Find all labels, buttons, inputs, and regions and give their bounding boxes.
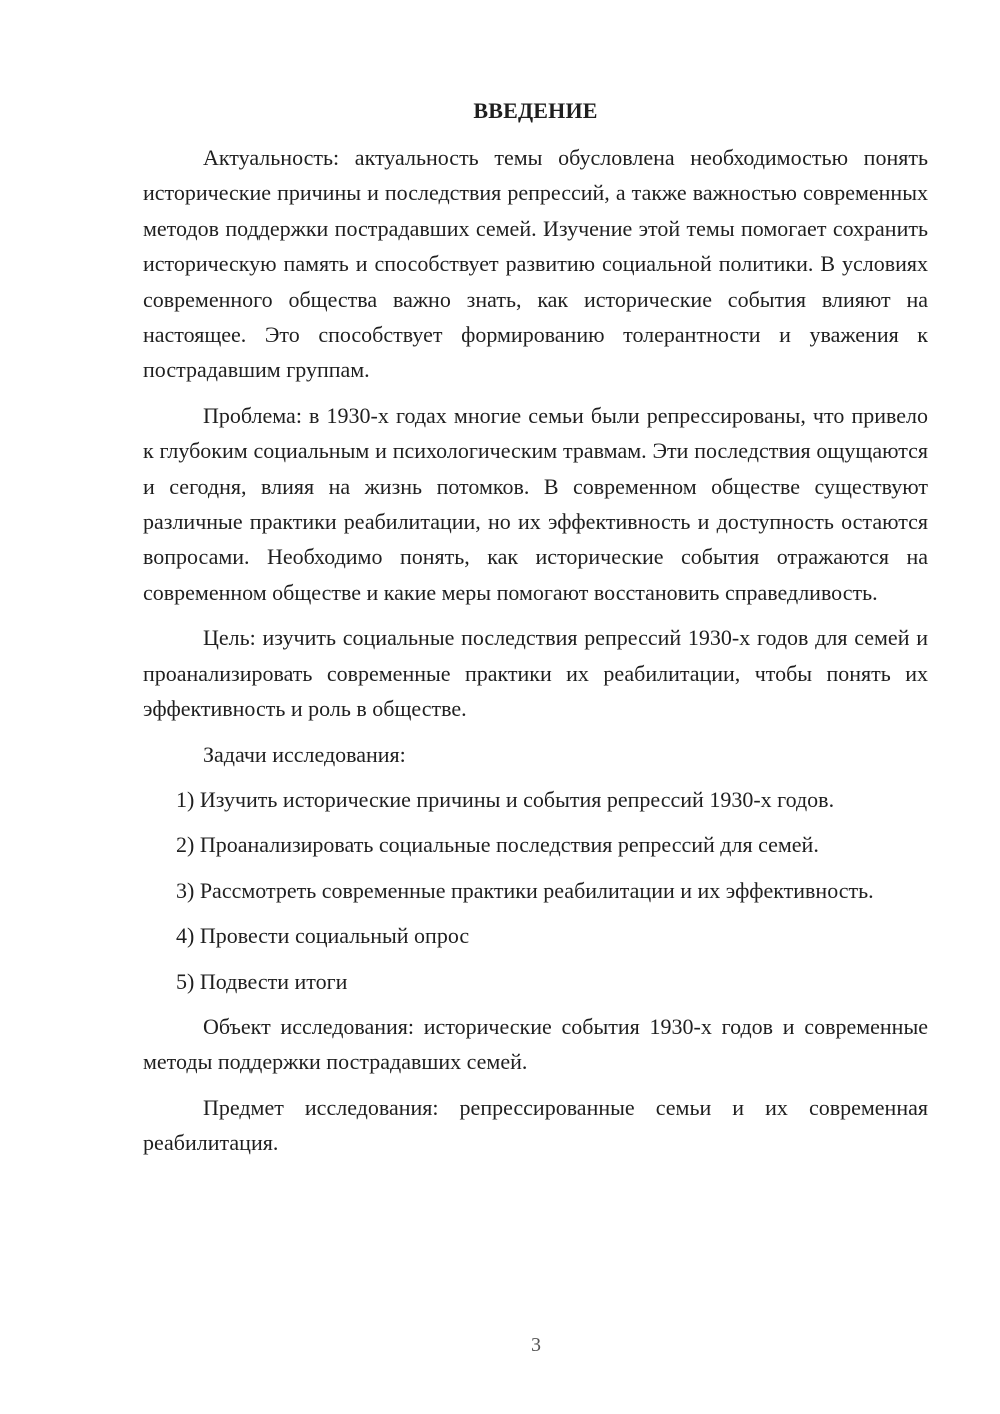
goal-paragraph: Цель: изучить социальные последствия репрессий 1930-х годов для семей и проанализировать современные практики их реабилитации, чтобы понять их эффективность и роль в обществе. xyxy=(143,625,928,722)
task-item-3: 3) Рассмотреть современные практики реабилитации и их эффективность. xyxy=(176,877,874,903)
tasks-heading: Задачи исследования: xyxy=(203,741,406,767)
task-item-4: 4) Провести социальный опрос xyxy=(176,923,470,949)
task-item-1: 1) Изучить исторические причины и события репрессий 1930-х годов. xyxy=(176,786,835,812)
document-page xyxy=(143,96,928,1171)
task-item-2: 2) Проанализировать социальные последствия репрессий для семей. xyxy=(176,832,819,858)
relevance-paragraph: Актуальность: актуальность темы обусловлена необходимостью понять исторические причины и последствия репрессий, а также важностью современных методов поддержки пострадавших семей. Изучение этой темы помогает сохранить историческую память и способствует развитию социальной политики. В условиях современного общества важно знать, как исторические события влияют на настоящее. Это способствует формированию толерантности и уважения к пострадавшим группам. xyxy=(143,145,928,383)
subject-paragraph: Предмет исследования: репрессированные семьи и их современная реабилитация. xyxy=(143,1094,928,1156)
section-title: ВВЕДЕНИЕ xyxy=(473,98,598,123)
page-number: 3 xyxy=(531,1334,541,1356)
task-item-5: 5) Подвести итоги xyxy=(176,968,348,994)
object-paragraph: Объект исследования: исторические события 1930-х годов и современные методы поддержки пострадавших семей. xyxy=(143,1013,928,1075)
problem-paragraph: Проблема: в 1930-х годах многие семьи были репрессированы, что привело к глубоким социальным и психологическим травмам. Эти последствия ощущаются и сегодня, влияя на жизнь потомков. В современном обществе существуют различные практики реабилитации, но их эффективность и доступность остаются вопросами. Необходимо понять, как исторические события отражаются на современном обществе и какие меры помогают восстановить справедливость. xyxy=(143,402,928,605)
